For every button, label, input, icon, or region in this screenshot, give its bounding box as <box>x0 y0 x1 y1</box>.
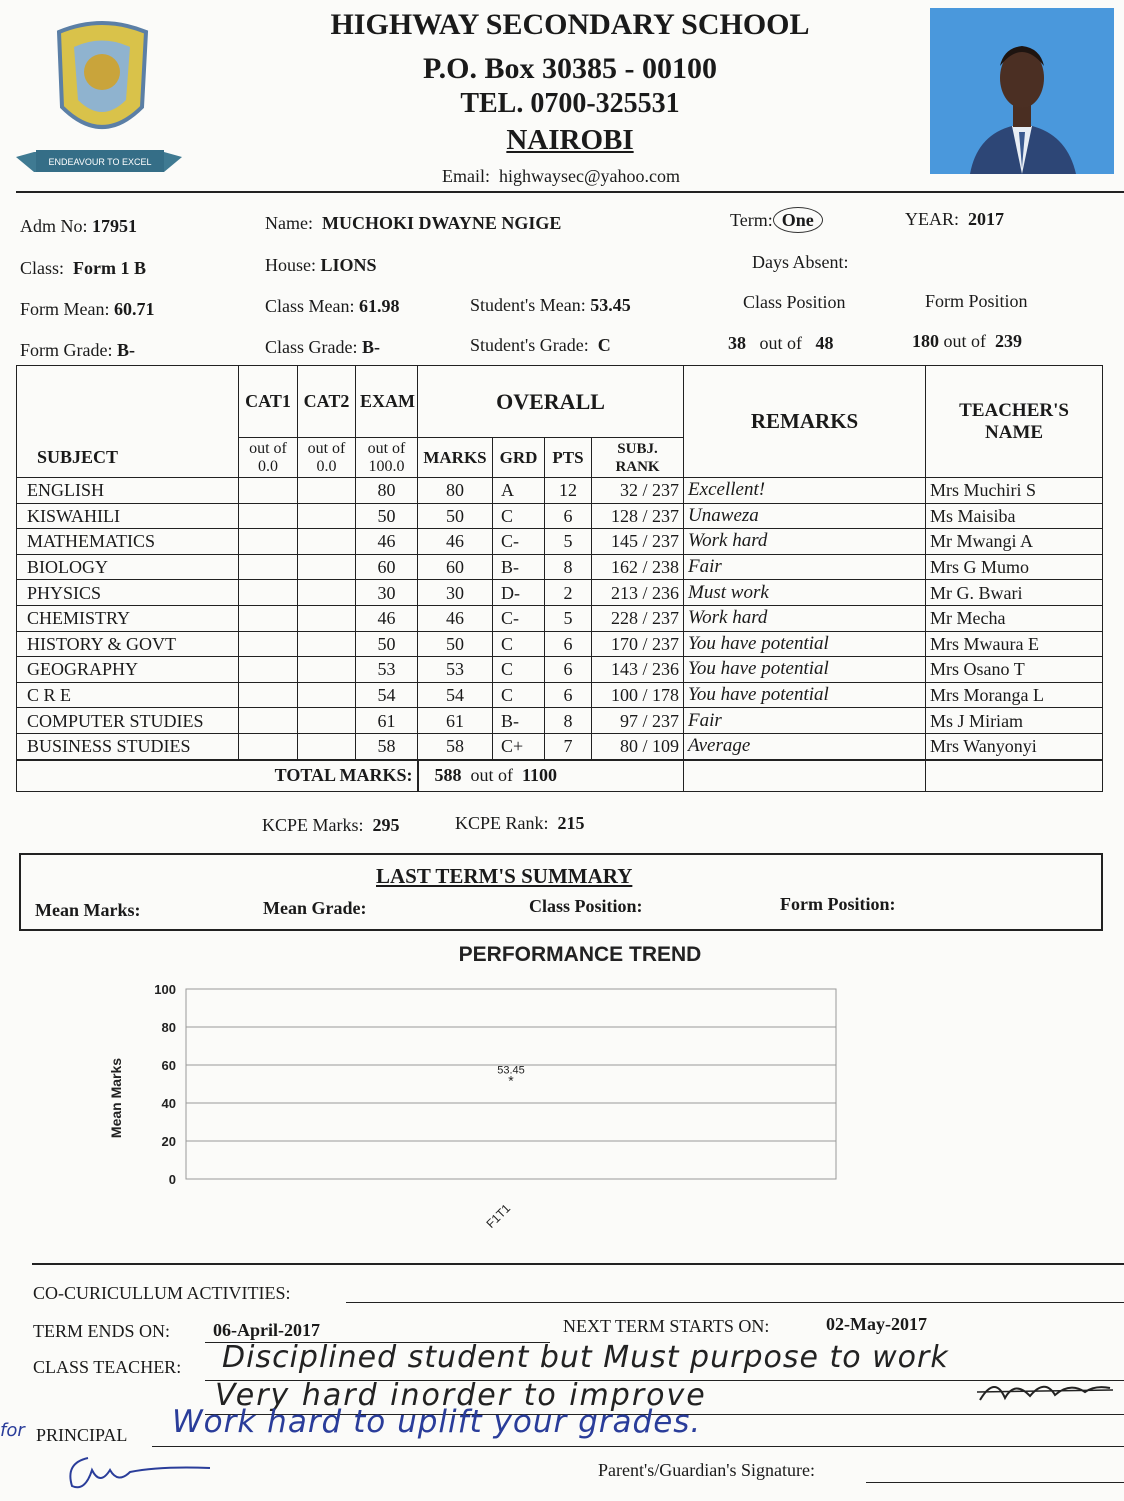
student-name: Name: MUCHOKI DWAYNE NGIGE <box>265 213 562 233</box>
pts-header: PTS <box>545 438 592 478</box>
remark-cell: You have potential <box>684 631 926 657</box>
subject-cell: GEOGRAPHY <box>17 657 239 683</box>
grade-cell: C <box>493 503 545 529</box>
marks-cell: 30 <box>418 580 493 606</box>
exam-cell: 80 <box>356 478 418 504</box>
table-row <box>17 529 1103 555</box>
school-email: Email: highwaysec@yahoo.com <box>442 166 681 186</box>
cat2-cell <box>298 708 356 734</box>
house: House: LIONS <box>265 255 377 275</box>
parent-signature-line <box>866 1482 1124 1483</box>
marks-cell: 60 <box>418 554 493 580</box>
cat2-cell <box>298 682 356 708</box>
student-photo <box>930 8 1114 174</box>
cat2-cell <box>298 733 356 759</box>
subject-cell: PHYSICS <box>17 580 239 606</box>
table-row <box>17 708 1103 734</box>
grade-cell: B- <box>493 554 545 580</box>
cat1-cell <box>239 733 298 759</box>
last-term-class-position: Class Position: <box>529 896 643 916</box>
total-marks: 588 out of 1100 <box>418 760 684 792</box>
teacher-header: TEACHER'S NAME <box>926 366 1103 478</box>
class-mean: Class Mean: 61.98 <box>265 296 400 316</box>
exam-cell: 54 <box>356 682 418 708</box>
grade-cell: C- <box>493 529 545 555</box>
grade-cell: C <box>493 657 545 683</box>
rank-cell: 213 / 236 <box>592 580 684 606</box>
points-cell: 6 <box>545 631 592 657</box>
header-divider <box>16 191 1124 193</box>
marks-cell: 50 <box>418 503 493 529</box>
points-cell: 5 <box>545 529 592 555</box>
cat2-out: out of 0.0 <box>298 438 356 478</box>
subject-cell: COMPUTER STUDIES <box>17 708 239 734</box>
chart-point: * <box>508 1072 514 1089</box>
rank-header: SUBJ. RANK <box>592 438 684 478</box>
form-position: 180 out of 239 <box>912 331 1022 351</box>
remarks-header: REMARKS <box>684 366 926 478</box>
subject-cell: HISTORY & GOVT <box>17 631 239 657</box>
table-row <box>17 682 1103 708</box>
points-cell: 6 <box>545 682 592 708</box>
teacher-cell: Mrs G Mumo <box>926 554 1103 580</box>
total-marks-label: TOTAL MARKS: <box>17 760 418 792</box>
exam-out: out of 100.0 <box>356 438 418 478</box>
cat1-cell <box>239 529 298 555</box>
cat2-header: CAT2 <box>298 366 356 438</box>
subject-cell: BIOLOGY <box>17 554 239 580</box>
teacher-cell: Ms J Miriam <box>926 708 1103 734</box>
cat1-cell <box>239 657 298 683</box>
subject-cell: BUSINESS STUDIES <box>17 733 239 759</box>
teacher-cell: Mrs Wanyonyi <box>926 733 1103 759</box>
rank-cell: 162 / 238 <box>592 554 684 580</box>
marks-cell: 58 <box>418 733 493 759</box>
footer-divider <box>32 1263 1124 1265</box>
year: YEAR: 2017 <box>905 209 1004 229</box>
points-cell: 6 <box>545 503 592 529</box>
days-absent: Days Absent: <box>752 252 849 272</box>
subject-cell: MATHEMATICS <box>17 529 239 555</box>
rank-cell: 143 / 236 <box>592 657 684 683</box>
subject-cell: CHEMISTRY <box>17 605 239 631</box>
marks-header: MARKS <box>418 438 493 478</box>
subject-header: SUBJECT <box>17 438 239 478</box>
cat2-cell <box>298 554 356 580</box>
rank-cell: 170 / 237 <box>592 631 684 657</box>
cat1-out: out of 0.0 <box>239 438 298 478</box>
grade-cell: C+ <box>493 733 545 759</box>
student-grade: Student's Grade: C <box>470 335 611 355</box>
student-mean: Student's Mean: 53.45 <box>470 295 631 315</box>
subject-cell: KISWAHILI <box>17 503 239 529</box>
table-row <box>17 605 1103 631</box>
form-position-label: Form Position <box>925 291 1028 311</box>
cat2-cell <box>298 478 356 504</box>
points-cell: 8 <box>545 554 592 580</box>
last-term-form-position: Form Position: <box>780 894 896 914</box>
class-teacher-label: CLASS TEACHER: <box>33 1357 182 1377</box>
cocurricular-line <box>346 1302 1124 1303</box>
last-term-title: LAST TERM'S SUMMARY <box>376 864 633 888</box>
remark-cell: Average <box>684 733 926 759</box>
performance-chart <box>100 935 860 1235</box>
exam-cell: 53 <box>356 657 418 683</box>
chart-data-label: 53.45 <box>497 1064 525 1077</box>
teacher-cell: Mrs Muchiri S <box>926 478 1103 504</box>
points-cell: 5 <box>545 605 592 631</box>
marks-cell: 61 <box>418 708 493 734</box>
last-term-mean-marks: Mean Marks: <box>35 900 141 920</box>
cat1-cell <box>239 682 298 708</box>
rank-cell: 128 / 237 <box>592 503 684 529</box>
cat1-cell <box>239 554 298 580</box>
points-cell: 2 <box>545 580 592 606</box>
class-teacher-signature <box>975 1370 1115 1410</box>
remark-cell: Must work <box>684 580 926 606</box>
cat2-cell <box>298 631 356 657</box>
chart-ytick-label: 40 <box>161 1096 176 1111</box>
class-teacher-comment-2: Very hard inorder to improve <box>215 1378 707 1413</box>
school-name: HIGHWAY SECONDARY SCHOOL <box>330 8 810 41</box>
class-teacher-comment-1: Disciplined student but Must purpose to work <box>222 1340 949 1375</box>
class-position-label: Class Position <box>743 292 846 312</box>
teacher-cell: Ms Maisiba <box>926 503 1103 529</box>
overall-header: OVERALL <box>418 366 684 438</box>
table-row <box>17 478 1103 504</box>
marks-cell: 46 <box>418 529 493 555</box>
remark-cell: Fair <box>684 708 926 734</box>
marks-table <box>16 365 1103 792</box>
rank-cell: 80 / 109 <box>592 733 684 759</box>
exam-cell: 46 <box>356 605 418 631</box>
remark-cell: You have potential <box>684 682 926 708</box>
chart-ytick-label: 20 <box>161 1134 176 1149</box>
total-remarks-blank <box>684 760 926 792</box>
chart-ytick-label: 80 <box>161 1020 176 1035</box>
exam-cell: 58 <box>356 733 418 759</box>
table-row <box>17 733 1103 759</box>
cat2-cell <box>298 503 356 529</box>
exam-cell: 46 <box>356 529 418 555</box>
chart-title: PERFORMANCE TREND <box>458 943 702 966</box>
remark-cell: Work hard <box>684 605 926 631</box>
grade-cell: C <box>493 682 545 708</box>
grade-cell: D- <box>493 580 545 606</box>
rank-cell: 97 / 237 <box>592 708 684 734</box>
principal-signature <box>60 1448 230 1496</box>
points-cell: 7 <box>545 733 592 759</box>
class-grade: Class Grade: B- <box>265 337 380 357</box>
principal-line <box>152 1446 1124 1447</box>
grade-cell: C <box>493 631 545 657</box>
cat1-header: CAT1 <box>239 366 298 438</box>
table-row <box>17 657 1103 683</box>
principal-label: PRINCIPAL <box>36 1425 128 1445</box>
exam-cell: 50 <box>356 503 418 529</box>
exam-cell: 60 <box>356 554 418 580</box>
chart-ylabel: Mean Marks <box>108 1057 124 1139</box>
cat1-cell <box>239 503 298 529</box>
grd-header: GRD <box>493 438 545 478</box>
points-cell: 8 <box>545 708 592 734</box>
subject-header-top <box>17 366 239 438</box>
subject-cell: ENGLISH <box>17 478 239 504</box>
teacher-cell: Mrs Moranga L <box>926 682 1103 708</box>
form-grade: Form Grade: B- <box>20 340 135 360</box>
teacher-cell: Mrs Mwaura E <box>926 631 1103 657</box>
cat2-cell <box>298 657 356 683</box>
cat1-cell <box>239 708 298 734</box>
marks-cell: 53 <box>418 657 493 683</box>
teacher-cell: Mr G. Bwari <box>926 580 1103 606</box>
exam-header: EXAM <box>356 366 418 438</box>
chart-ytick-label: 60 <box>161 1058 176 1073</box>
table-row <box>17 554 1103 580</box>
cat1-cell <box>239 478 298 504</box>
teacher-cell: Mr Mwangi A <box>926 529 1103 555</box>
school-tel: TEL. 0700-325531 <box>460 88 680 119</box>
marks-cell: 80 <box>418 478 493 504</box>
table-row <box>17 631 1103 657</box>
last-term-mean-grade: Mean Grade: <box>263 898 367 918</box>
next-term-label: NEXT TERM STARTS ON: <box>563 1316 770 1336</box>
rank-cell: 145 / 237 <box>592 529 684 555</box>
remark-cell: Work hard <box>684 529 926 555</box>
rank-cell: 32 / 237 <box>592 478 684 504</box>
marks-cell: 54 <box>418 682 493 708</box>
form-mean: Form Mean: 60.71 <box>20 299 155 319</box>
cat2-cell <box>298 605 356 631</box>
marks-cell: 46 <box>418 605 493 631</box>
school-city: NAIROBI <box>506 124 634 156</box>
remark-cell: Fair <box>684 554 926 580</box>
table-row <box>17 503 1103 529</box>
points-cell: 6 <box>545 657 592 683</box>
cat2-cell <box>298 529 356 555</box>
rank-cell: 228 / 237 <box>592 605 684 631</box>
principal-prefix: for <box>0 1420 25 1441</box>
kcpe-rank: KCPE Rank: 215 <box>455 813 585 833</box>
class: Class: Form 1 B <box>20 258 146 278</box>
term-ends-label: TERM ENDS ON: <box>33 1321 171 1341</box>
adm-no: Adm No: 17951 <box>20 216 137 236</box>
chart-ytick-label: 100 <box>154 982 176 997</box>
subject-cell: C R E <box>17 682 239 708</box>
remark-cell: Unaweza <box>684 503 926 529</box>
class-position: 38 out of 48 <box>728 333 834 353</box>
table-row <box>17 580 1103 606</box>
term: Term: One <box>730 210 823 231</box>
chart-ytick-label: 0 <box>168 1172 176 1187</box>
teacher-cell: Mr Mecha <box>926 605 1103 631</box>
cat1-cell <box>239 605 298 631</box>
next-term: 02-May-2017 <box>826 1314 927 1334</box>
chart-xtick-label: F1T1 <box>483 1201 514 1231</box>
parent-signature-label: Parent's/Guardian's Signature: <box>598 1460 815 1480</box>
school-pobox: P.O. Box 30385 - 00100 <box>423 52 717 85</box>
cat1-cell <box>239 631 298 657</box>
svg-text:ENDEAVOUR TO EXCEL: ENDEAVOUR TO EXCEL <box>48 157 152 167</box>
exam-cell: 61 <box>356 708 418 734</box>
grade-cell: B- <box>493 708 545 734</box>
exam-cell: 30 <box>356 580 418 606</box>
grade-cell: A <box>493 478 545 504</box>
rank-cell: 100 / 178 <box>592 682 684 708</box>
teacher-cell: Mrs Osano T <box>926 657 1103 683</box>
marks-cell: 50 <box>418 631 493 657</box>
remark-cell: Excellent! <box>684 478 926 504</box>
grade-cell: C- <box>493 605 545 631</box>
total-teacher-blank <box>926 760 1103 792</box>
remark-cell: You have potential <box>684 657 926 683</box>
cat1-cell <box>239 580 298 606</box>
cat2-cell <box>298 580 356 606</box>
school-crest <box>14 12 184 182</box>
principal-comment: Work hard to uplift your grades. <box>172 1404 702 1440</box>
kcpe-marks: KCPE Marks: 295 <box>262 815 400 835</box>
term-ends: 06-April-2017 <box>213 1320 320 1340</box>
points-cell: 12 <box>545 478 592 504</box>
exam-cell: 50 <box>356 631 418 657</box>
cocurricular-label: CO-CURICULLUM ACTIVITIES: <box>33 1283 291 1303</box>
